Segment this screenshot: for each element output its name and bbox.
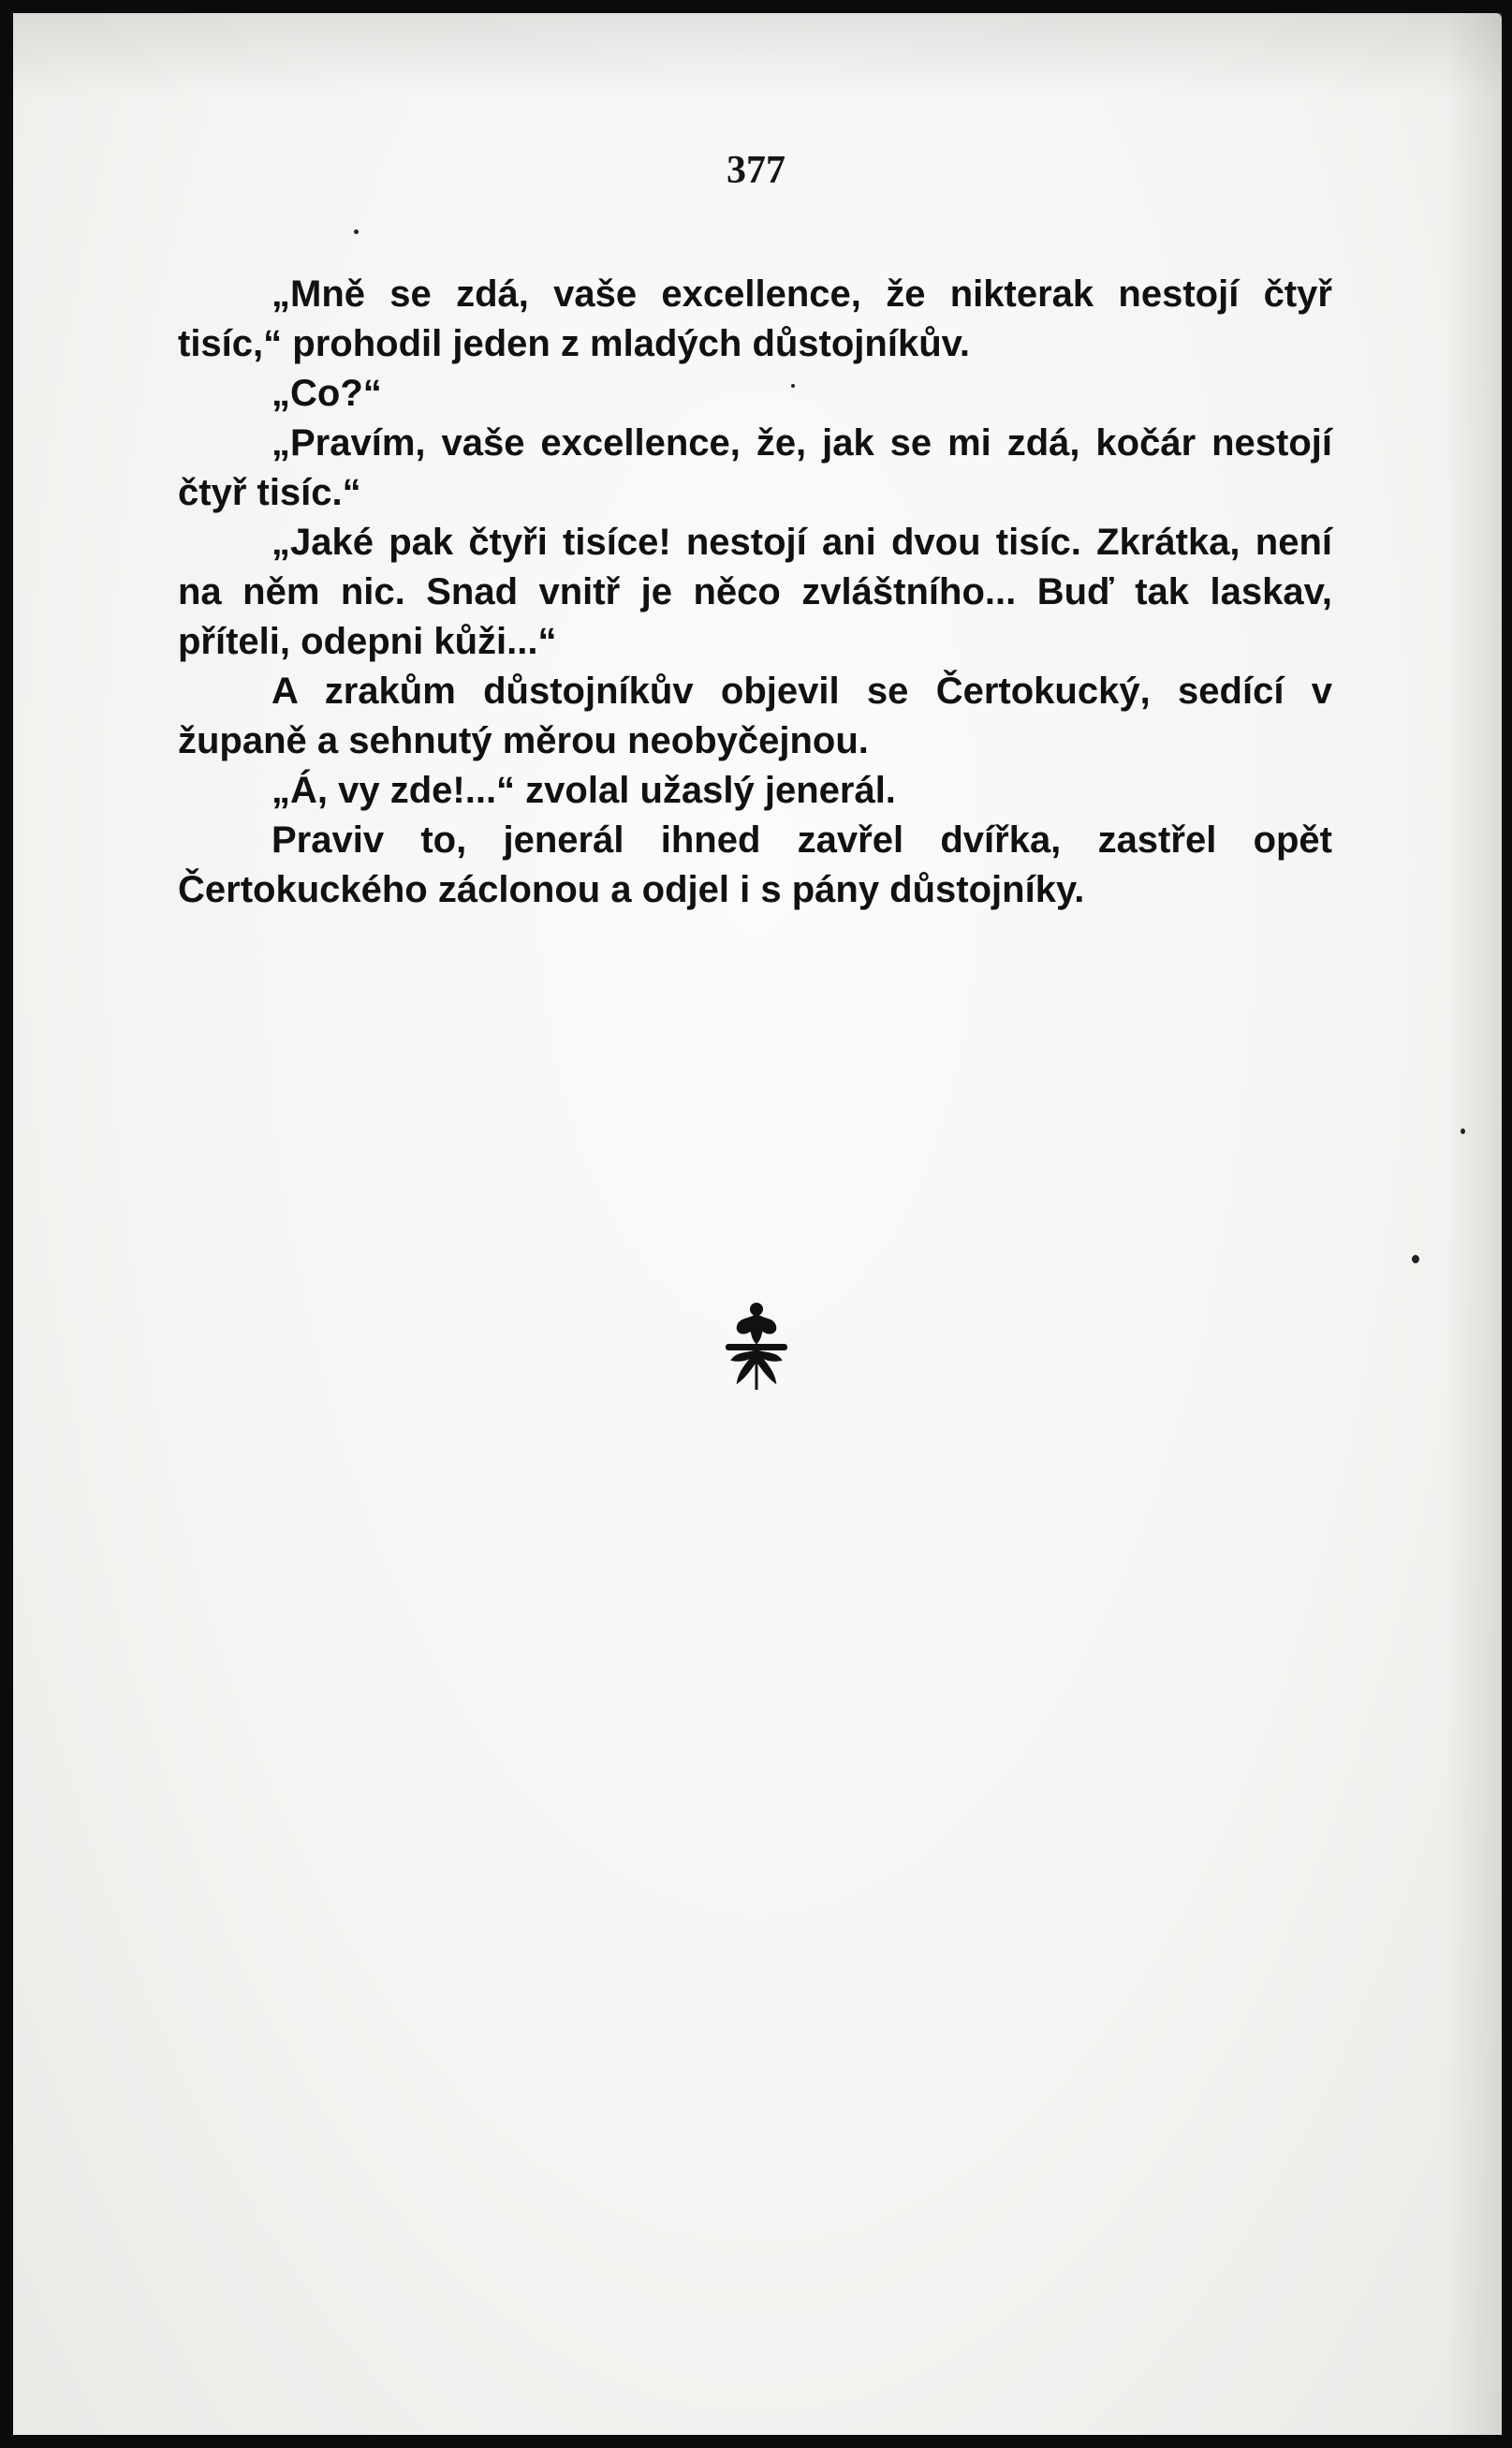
page-number: 377 [727, 149, 785, 192]
paragraph: „Mně se zdá, vaše excellence, že nikterak nestojí čtyř tisíc,“ prohodil jeden z mladých důstojníkův. [178, 273, 1332, 364]
paragraph: Praviv to, jenerál ihned zavřel dvířka, zastřel opět Čertokuckého záclonou a odjel i s pány důstojníky. [178, 819, 1332, 910]
paragraph: A zrakům důstojníkův objevil se Čertokucký, sedící v županě a sehnutý měrou neobyčejnou. [178, 671, 1332, 761]
paragraph: „Jaké pak čtyři tisíce! nestojí ani dvou tisíc. Zkrátka, není na něm nic. Snad vnitř je něco zvláštního... Buď tak laskav, příteli, odepni kůži...“ [178, 522, 1332, 662]
paragraph: „Pravím, vaše excellence, že, jak se mi zdá, kočár nestojí čtyř tisíc.“ [178, 422, 1332, 513]
fleuron-icon [0, 1300, 1512, 1398]
body-text [178, 270, 1332, 915]
paragraph: „Co?“ [272, 373, 382, 414]
page-edge-shadow [1446, 13, 1502, 2435]
paragraph: „Á, vy zde!...“ zvolal užaslý jenerál. [272, 770, 896, 811]
fleuron-icon-graphic [719, 1300, 794, 1394]
page-top-shadow [13, 13, 1502, 97]
